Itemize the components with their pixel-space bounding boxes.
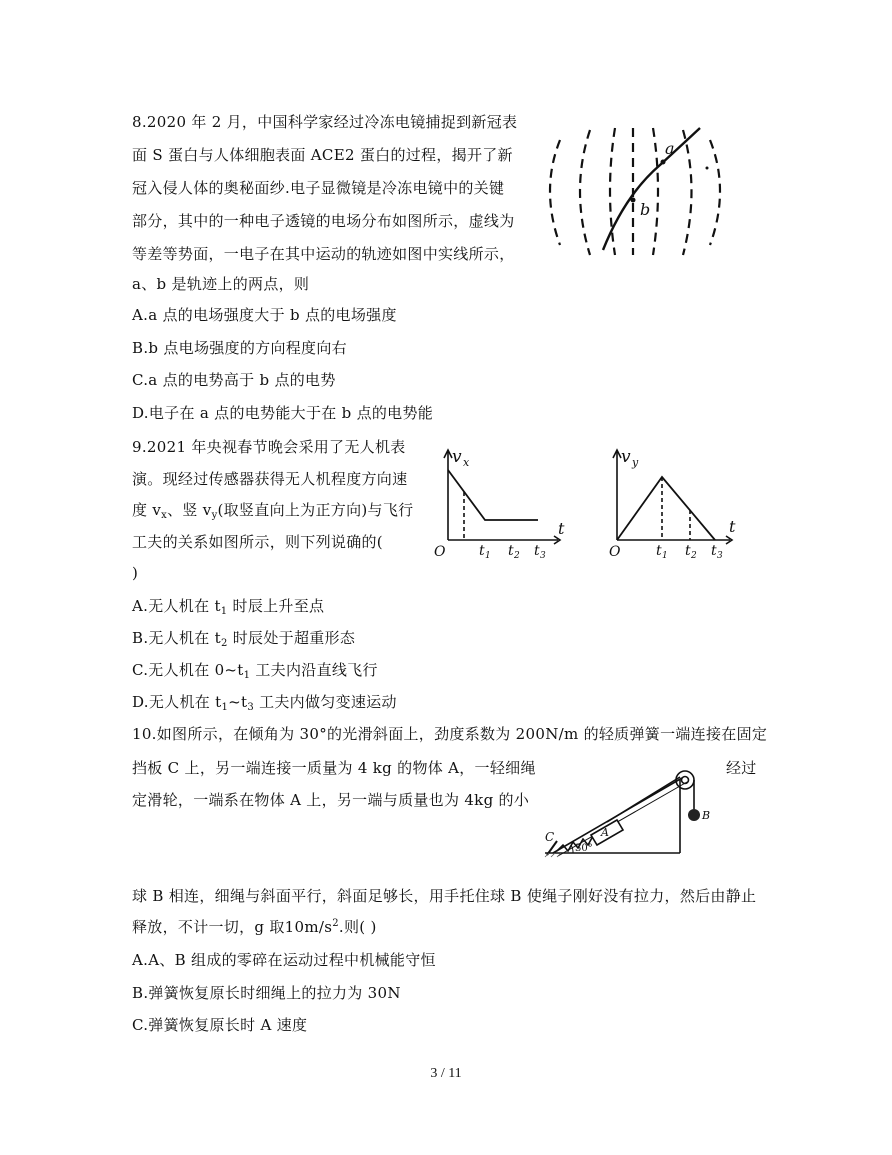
q10-line-2-right: 经过 [726, 759, 757, 777]
q9-option-d: D.无人机在 $t_1\sim t_3$ 工夫内做匀变速运动 [132, 693, 397, 713]
q8-option-a: A.a 点的电场强度大于 b 点的电场强度 [132, 306, 397, 324]
svg-text:1: 1 [662, 551, 668, 560]
q8-field-figure [535, 120, 735, 270]
page-number: 3 / 11 [430, 1066, 462, 1081]
q8-option-b: B.b 点电场强度的方向程度向右 [132, 339, 347, 357]
vy-ylabel: v [621, 447, 631, 467]
svg-text:1: 1 [485, 551, 491, 560]
svg-text:2: 2 [514, 551, 520, 560]
q8-line-2: 面 S 蛋白与人体细胞表面 ACE2 蛋白的过程，揭开了新 [132, 146, 513, 164]
point-b-marker [631, 198, 636, 203]
q10-incline-figure [535, 765, 730, 865]
q10-option-a: A.A、B 组成的零碎在运动过程中机械能守恒 [132, 951, 436, 969]
point-a-marker [661, 160, 666, 165]
q9-line-1: 9.2021 年央视春节晚会采用了无人机表 [132, 438, 406, 456]
svg-text:3: 3 [717, 551, 723, 560]
q10-line-1: 10.如图所示，在倾角为 30°的光滑斜面上，劲度系数为 200N/m 的轻质弹簧一端连接在固定 [132, 725, 768, 743]
q10-option-b: B.弹簧恢复原长时细绳上的拉力为 30N [132, 984, 401, 1002]
q9-vx-graph [428, 440, 578, 560]
q9-line-3: 度 $v_x$、竖 $v_y$(取竖直向上为正方向)与飞行 [132, 501, 414, 521]
svg-text:t: t [534, 543, 540, 559]
vx-xlabel: t [558, 519, 565, 538]
q9-line-5: ) [132, 564, 139, 582]
equipotential-line-3 [610, 128, 615, 255]
q9-vy-graph [605, 440, 755, 560]
q9-option-a: A.无人机在 $t_1$ 时辰上升至点 [132, 597, 325, 617]
svg-text:t: t [711, 543, 717, 559]
vx-ylabel: v [452, 447, 462, 467]
vx-origin: O [434, 544, 446, 560]
q10-line-3: 定滑轮，一端系在物体 A 上，另一端与质量也为 4kg 的小 [132, 791, 530, 809]
vy-origin: O [609, 544, 621, 560]
q9-line-4: 工夫的关系如图所示，则下列说确的( [132, 533, 383, 551]
vy-curve [617, 477, 715, 540]
q10-line-2: 挡板 C 上，另一端连接一质量为 4 kg 的物体 A，一轻细绳 [132, 759, 536, 777]
svg-text:x: x [463, 456, 470, 469]
ball-b [688, 809, 700, 821]
svg-text:y: y [632, 456, 639, 469]
q9-line-2: 演。现经过传感器获得无人机程度方向速 [132, 470, 408, 488]
point-b-label: b [640, 200, 651, 219]
label-angle: 30° [575, 843, 593, 854]
label-c: C [545, 830, 555, 844]
equipotential-line-5 [653, 128, 658, 255]
equipotential-line-7 [710, 140, 720, 245]
svg-text:t: t [685, 543, 691, 559]
svg-text:3: 3 [540, 551, 546, 560]
equipotential-line-2 [580, 130, 590, 255]
electron-trajectory [603, 128, 700, 250]
point-a-label: a [665, 139, 675, 158]
q8-option-c: C.a 点的电势高于 b 点的电势 [132, 371, 336, 389]
q9-option-c: C.无人机在 $0\sim t_1$ 工夫内沿直线飞行 [132, 661, 378, 681]
q10-line-4: 球 B 相连，细绳与斜面平行，斜面足够长，用手托住球 B 使绳子刚好没有拉力，然后由静止 [132, 887, 757, 905]
q8-line-5: 等差等势面，一电子在其中运动的轨迹如图中实线所示， [132, 245, 515, 263]
q8-line-4: 部分，其中的一种电子透镜的电场分布如图所示，虚线为 [132, 212, 515, 230]
rope-incline [607, 777, 680, 822]
equipotential-line-6 [683, 130, 692, 255]
equipotential-line-1 [550, 140, 560, 245]
q8-line-6: a、b 是轨迹上的两点，则 [132, 275, 310, 293]
q9-option-b: B.无人机在 $t_2$ 时辰处于超重形态 [132, 629, 356, 649]
q10-option-c: C.弹簧恢复原长时 A 速度 [132, 1016, 308, 1034]
q10-line-5: 释放，不计一切，g 取$10m/s^2$.则( ) [132, 918, 377, 936]
svg-text:2: 2 [691, 551, 697, 560]
label-a: A [601, 826, 609, 839]
vx-curve [448, 470, 538, 520]
q8-line-1: 8.2020 年 2 月，中国科学家经过冷冻电镜捕捉到新冠表 [132, 113, 518, 131]
q8-option-d: D.电子在 a 点的电势能大于在 b 点的电势能 [132, 404, 434, 422]
label-b: B [702, 809, 711, 822]
svg-text:t: t [656, 543, 662, 559]
vy-xlabel: t [729, 517, 736, 536]
svg-text:t: t [508, 543, 514, 559]
svg-text:t: t [479, 543, 485, 559]
q8-line-3: 冠入侵人体的奥秘面纱.电子显微镜是冷冻电镜中的关键 [132, 179, 505, 197]
